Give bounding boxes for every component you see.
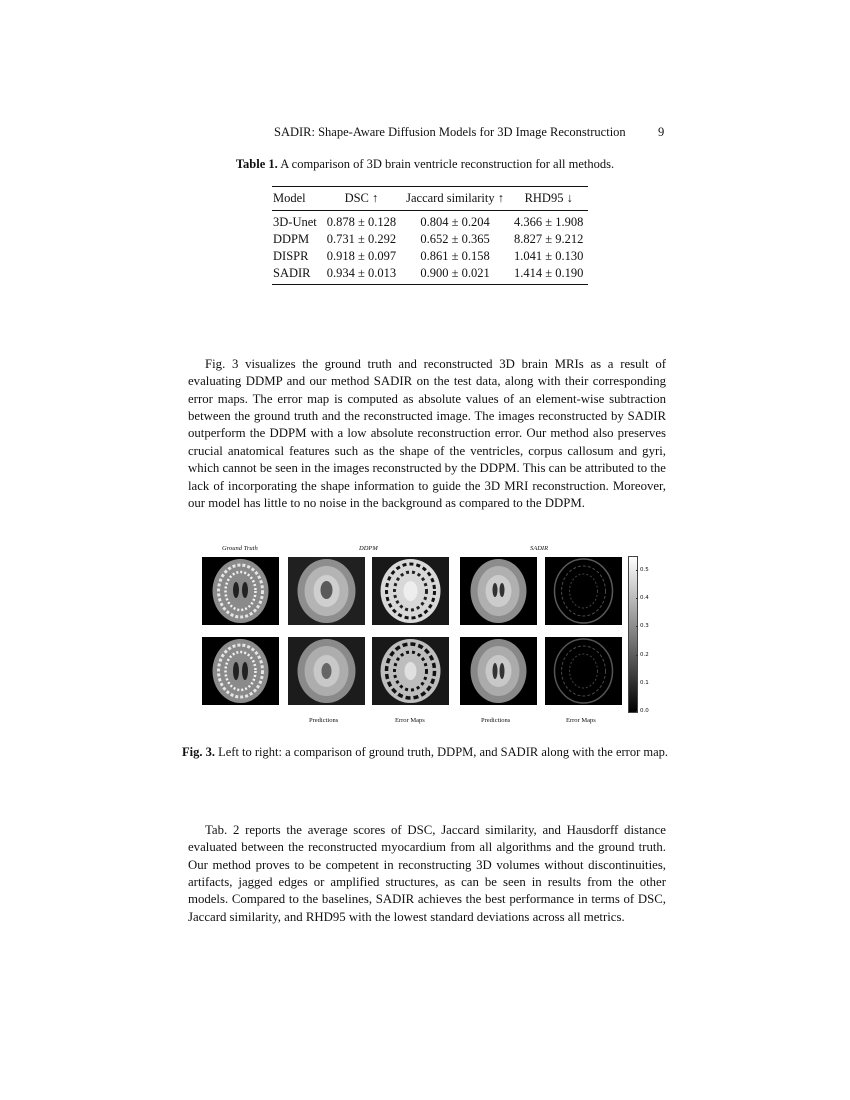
results-table — [272, 186, 588, 285]
page-number: 9 — [658, 125, 665, 139]
running-header-title: SADIR: Shape-Aware Diffusion Models for 3D Image Reconstruction — [274, 125, 626, 139]
column-header-dsc: DSC ↑ — [344, 191, 379, 205]
cell-rhd95: 1.041 ± 0.130 — [514, 249, 584, 263]
ddpm-error-map-row1 — [372, 557, 449, 625]
label-ddpm-predictions: Predictions — [309, 717, 339, 724]
column-header-jaccard: Jaccard similarity ↑ — [406, 191, 505, 205]
cell-model: DISPR — [273, 249, 309, 263]
table-header-row — [272, 187, 588, 211]
colorbar-tick-label: 0.5 — [640, 567, 649, 574]
colorbar-tick-mark — [636, 711, 638, 712]
label-ground-truth: Ground Truth — [222, 545, 258, 552]
cell-dsc: 0.731 ± 0.292 — [326, 232, 397, 246]
figure-caption-text: Left to right: a comparison of ground truth, DDPM, and SADIR along with the error map. — [214, 745, 669, 759]
sadir-error-map-row2 — [545, 637, 622, 705]
figure-caption-label: Fig. 3. — [181, 745, 215, 759]
table-caption — [0, 157, 850, 172]
colorbar-tick-mark — [636, 598, 638, 599]
colorbar-tick-label: 0.0 — [640, 708, 649, 714]
colorbar-tick-mark — [636, 683, 638, 684]
table-caption-text: A comparison of 3D brain ventricle reconstruction for all methods. — [277, 157, 615, 171]
ground-truth-mri-row1 — [202, 557, 279, 625]
sadir-prediction-row1 — [460, 557, 537, 625]
colorbar-tick-mark — [636, 570, 638, 571]
cell-jaccard: 0.804 ± 0.204 — [420, 215, 490, 229]
cell-dsc: 0.918 ± 0.097 — [326, 249, 397, 263]
column-header-rhd95: RHD95 ↓ — [524, 191, 573, 205]
colorbar-tick-mark — [636, 655, 638, 656]
table-row — [272, 248, 588, 265]
cell-rhd95: 1.414 ± 0.190 — [514, 266, 584, 280]
colorbar-tick-label: 0.3 — [640, 623, 649, 630]
label-ddpm: DDPM — [359, 545, 378, 552]
error-colorbar — [628, 556, 638, 713]
ground-truth-mri-row2 — [202, 637, 279, 705]
sadir-error-map-row1 — [545, 557, 622, 625]
table-row — [272, 265, 588, 285]
cell-jaccard: 0.652 ± 0.365 — [420, 232, 490, 246]
colorbar-tick-label: 0.2 — [640, 651, 649, 658]
figure-3 — [196, 545, 656, 730]
table-caption-label: Table 1. — [235, 157, 278, 171]
colorbar-tick-label: 0.1 — [640, 679, 649, 686]
cell-rhd95: 4.366 ± 1.908 — [514, 215, 584, 229]
table-row — [272, 211, 588, 232]
cell-rhd95: 8.827 ± 9.212 — [514, 232, 584, 246]
ddpm-error-map-row2 — [372, 637, 449, 705]
ddpm-prediction-row1 — [288, 557, 365, 625]
table-row — [272, 231, 588, 248]
body-paragraph-1: Fig. 3 visualizes the ground truth and reconstructed 3D brain MRIs as a result of evaluating DDMP and our method SADIR on the test data, along with their corresponding error maps. The error map is computed as absolute values of an element-wise subtraction between the ground truth and the reconstructed image. The images reconstructed by SADIR outperform the DDPM with a low absolute reconstruction error. Our method also preserves crucial anatomical features such as the shape of the ventricles, corpus callosum and gyri, which cannot be seen in the images reconstructed by the DDPM. This can be attributed to the lack of incorporating the shape information to guide the 3D MRI reconstruction. Moreover, our model has little to no noise in the background as compared to the DDPM. — [188, 356, 666, 511]
label-ddpm-error-maps: Error Maps — [395, 717, 425, 724]
cell-dsc: 0.878 ± 0.128 — [326, 215, 397, 229]
cell-model: SADIR — [273, 266, 311, 280]
sadir-prediction-row2 — [460, 637, 537, 705]
cell-jaccard: 0.861 ± 0.158 — [420, 249, 490, 263]
ddpm-prediction-row2 — [288, 637, 365, 705]
cell-model: DDPM — [273, 232, 310, 246]
colorbar-tick-mark — [636, 626, 638, 627]
body-paragraph-2: Tab. 2 reports the average scores of DSC, Jaccard similarity, and Hausdorff distance evaluated between the reconstructed myocardium from all algorithms and the ground truth. Our method proves to be competent in reconstructing 3D volumes without discontinuities, artifacts, jagged edges or amplified structures, as can be seen in results from the other models. Compared to the baselines, SADIR achieves the best performance in terms of DSC, Jaccard similarity, and RHD95 with the lowest standard deviations across all metrics. — [188, 822, 666, 924]
label-sadir-error-maps: Error Maps — [566, 717, 596, 724]
cell-jaccard: 0.900 ± 0.021 — [420, 266, 490, 280]
label-sadir: SADIR — [530, 545, 549, 552]
label-sadir-predictions: Predictions — [481, 717, 511, 724]
colorbar-tick-label: 0.4 — [640, 595, 649, 602]
cell-model: 3D-Unet — [273, 215, 317, 229]
column-header-model: Model — [273, 191, 306, 205]
figure-caption — [0, 745, 850, 760]
cell-dsc: 0.934 ± 0.013 — [326, 266, 397, 280]
